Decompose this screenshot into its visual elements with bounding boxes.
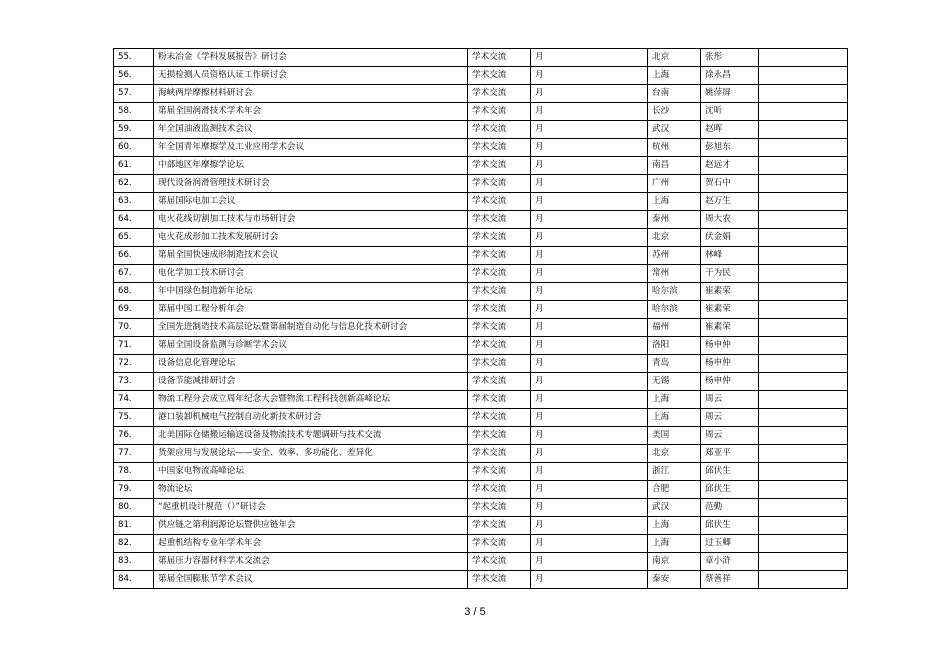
meeting-name-cell: 现代设备润滑管理技术研讨会 — [154, 175, 468, 193]
meeting-name-cell: 设备节能减排研讨会 — [154, 373, 468, 391]
table-row — [114, 373, 848, 391]
contact-cell: 邱伏生 — [701, 517, 759, 535]
notes-cell — [759, 85, 848, 103]
month-cell: 月 — [531, 517, 648, 535]
notes-cell — [759, 229, 848, 247]
location-cell: 武汉 — [648, 121, 701, 139]
contact-cell: 张彤 — [701, 49, 759, 67]
category-cell: 学术交流 — [468, 67, 531, 85]
table-row — [114, 499, 848, 517]
month-cell: 月 — [531, 553, 648, 571]
meeting-name-cell: 电火花成形加工技术发展研讨会 — [154, 229, 468, 247]
location-cell: 北京 — [648, 49, 701, 67]
category-cell: 学术交流 — [468, 49, 531, 67]
month-cell: 月 — [531, 409, 648, 427]
meeting-name-cell: 年全国青年摩擦学及工业应用学术会议 — [154, 139, 468, 157]
category-cell: 学术交流 — [468, 103, 531, 121]
location-cell: 洛阳 — [648, 337, 701, 355]
notes-cell — [759, 301, 848, 319]
notes-cell — [759, 337, 848, 355]
location-cell: 泰州 — [648, 211, 701, 229]
notes-cell — [759, 193, 848, 211]
contact-cell: 章小浒 — [701, 553, 759, 571]
month-cell: 月 — [531, 49, 648, 67]
category-cell: 学术交流 — [468, 355, 531, 373]
contact-cell: 周云 — [701, 427, 759, 445]
meeting-name-cell: 起重机结构专业年学术年会 — [154, 535, 468, 553]
table-row — [114, 409, 848, 427]
meeting-name-cell: 物流工程分会成立周年纪念大会暨物流工程科技创新高峰论坛 — [154, 391, 468, 409]
category-cell: 学术交流 — [468, 481, 531, 499]
row-number-cell: 58. — [114, 103, 154, 121]
notes-cell — [759, 121, 848, 139]
table-row — [114, 211, 848, 229]
notes-cell — [759, 499, 848, 517]
meeting-name-cell: “起重机设计规范（）”研讨会 — [154, 499, 468, 517]
row-number-cell: 76. — [114, 427, 154, 445]
contact-cell: 赵万生 — [701, 193, 759, 211]
table-row — [114, 553, 848, 571]
notes-cell — [759, 211, 848, 229]
row-number-cell: 61. — [114, 157, 154, 175]
contact-cell: 崔素荣 — [701, 283, 759, 301]
category-cell: 学术交流 — [468, 139, 531, 157]
notes-cell — [759, 139, 848, 157]
location-cell: 广州 — [648, 175, 701, 193]
meeting-name-cell: 供应链之第利润源论坛暨供应链年会 — [154, 517, 468, 535]
table-row — [114, 481, 848, 499]
month-cell: 月 — [531, 481, 648, 499]
notes-cell — [759, 283, 848, 301]
contact-cell: 徐永昌 — [701, 67, 759, 85]
month-cell: 月 — [531, 535, 648, 553]
location-cell: 武汉 — [648, 499, 701, 517]
notes-cell — [759, 265, 848, 283]
table-row — [114, 463, 848, 481]
notes-cell — [759, 553, 848, 571]
month-cell: 月 — [531, 229, 648, 247]
month-cell: 月 — [531, 247, 648, 265]
row-number-cell: 71. — [114, 337, 154, 355]
table-row — [114, 139, 848, 157]
location-cell: 上海 — [648, 409, 701, 427]
contact-cell: 彭旭东 — [701, 139, 759, 157]
category-cell: 学术交流 — [468, 319, 531, 337]
row-number-cell: 63. — [114, 193, 154, 211]
table-row — [114, 265, 848, 283]
table-body — [114, 49, 848, 589]
table-row — [114, 571, 848, 589]
meeting-name-cell: 货架应用与发展论坛——安全、效率、多功能化、差异化 — [154, 445, 468, 463]
row-number-cell: 60. — [114, 139, 154, 157]
month-cell: 月 — [531, 67, 648, 85]
row-number-cell: 75. — [114, 409, 154, 427]
location-cell: 上海 — [648, 67, 701, 85]
category-cell: 学术交流 — [468, 121, 531, 139]
location-cell: 无锡 — [648, 373, 701, 391]
notes-cell — [759, 157, 848, 175]
month-cell: 月 — [531, 85, 648, 103]
category-cell: 学术交流 — [468, 301, 531, 319]
month-cell: 月 — [531, 337, 648, 355]
page-number: 3 / 5 — [464, 606, 486, 618]
row-number-cell: 83. — [114, 553, 154, 571]
table-row — [114, 175, 848, 193]
location-cell: 泰安 — [648, 571, 701, 589]
table-row — [114, 121, 848, 139]
location-cell: 上海 — [648, 535, 701, 553]
location-cell: 南京 — [648, 553, 701, 571]
contact-cell: 过玉卿 — [701, 535, 759, 553]
meeting-name-cell: 中国家电物流高峰论坛 — [154, 463, 468, 481]
location-cell: 台南 — [648, 85, 701, 103]
row-number-cell: 80. — [114, 499, 154, 517]
contact-cell: 范勤 — [701, 499, 759, 517]
location-cell: 上海 — [648, 391, 701, 409]
row-number-cell: 68. — [114, 283, 154, 301]
contact-cell: 干为民 — [701, 265, 759, 283]
notes-cell — [759, 175, 848, 193]
table-row — [114, 301, 848, 319]
row-number-cell: 66. — [114, 247, 154, 265]
location-cell: 合肥 — [648, 481, 701, 499]
meeting-name-cell: 无损检测人员资格认证工作研讨会 — [154, 67, 468, 85]
category-cell: 学术交流 — [468, 373, 531, 391]
table-row — [114, 283, 848, 301]
month-cell: 月 — [531, 301, 648, 319]
notes-cell — [759, 247, 848, 265]
location-cell: 哈尔滨 — [648, 283, 701, 301]
notes-cell — [759, 445, 848, 463]
category-cell: 学术交流 — [468, 571, 531, 589]
location-cell: 北京 — [648, 229, 701, 247]
notes-cell — [759, 355, 848, 373]
notes-cell — [759, 535, 848, 553]
contact-cell: 杨申仲 — [701, 337, 759, 355]
meeting-name-cell: 粉末冶金《学科发展报告》研讨会 — [154, 49, 468, 67]
location-cell: 青岛 — [648, 355, 701, 373]
month-cell: 月 — [531, 373, 648, 391]
notes-cell — [759, 49, 848, 67]
contact-cell: 周云 — [701, 391, 759, 409]
category-cell: 学术交流 — [468, 391, 531, 409]
location-cell: 福州 — [648, 319, 701, 337]
notes-cell — [759, 463, 848, 481]
month-cell: 月 — [531, 355, 648, 373]
category-cell: 学术交流 — [468, 247, 531, 265]
row-number-cell: 64. — [114, 211, 154, 229]
location-cell: 上海 — [648, 517, 701, 535]
category-cell: 学术交流 — [468, 193, 531, 211]
contact-cell: 姚萍屏 — [701, 85, 759, 103]
row-number-cell: 65. — [114, 229, 154, 247]
category-cell: 学术交流 — [468, 229, 531, 247]
row-number-cell: 62. — [114, 175, 154, 193]
contact-cell: 赵晖 — [701, 121, 759, 139]
table-row — [114, 319, 848, 337]
meeting-name-cell: 第届国际电加工会议 — [154, 193, 468, 211]
category-cell: 学术交流 — [468, 175, 531, 193]
row-number-cell: 72. — [114, 355, 154, 373]
location-cell: 美国 — [648, 427, 701, 445]
meeting-name-cell: 海峡两岸摩擦材料研讨会 — [154, 85, 468, 103]
month-cell: 月 — [531, 571, 648, 589]
category-cell: 学术交流 — [468, 445, 531, 463]
location-cell: 浙江 — [648, 463, 701, 481]
month-cell: 月 — [531, 139, 648, 157]
table-row — [114, 103, 848, 121]
table-row — [114, 517, 848, 535]
month-cell: 月 — [531, 283, 648, 301]
row-number-cell: 56. — [114, 67, 154, 85]
table-row — [114, 67, 848, 85]
row-number-cell: 74. — [114, 391, 154, 409]
meeting-name-cell: 第届全国设备监测与诊断学术会议 — [154, 337, 468, 355]
meeting-name-cell: 年中国绿色制造新年论坛 — [154, 283, 468, 301]
meeting-name-cell: 电化学加工技术研讨会 — [154, 265, 468, 283]
table-row — [114, 157, 848, 175]
contact-cell: 邱伏生 — [701, 463, 759, 481]
row-number-cell: 82. — [114, 535, 154, 553]
month-cell: 月 — [531, 445, 648, 463]
meeting-name-cell: 第届全国润滑技术学术年会 — [154, 103, 468, 121]
category-cell: 学术交流 — [468, 499, 531, 517]
row-number-cell: 81. — [114, 517, 154, 535]
notes-cell — [759, 67, 848, 85]
table-row — [114, 427, 848, 445]
category-cell: 学术交流 — [468, 85, 531, 103]
meeting-name-cell: 第届全国快速成形制造技术会议 — [154, 247, 468, 265]
location-cell: 常州 — [648, 265, 701, 283]
meeting-name-cell: 物流论坛 — [154, 481, 468, 499]
contact-cell: 沈昕 — [701, 103, 759, 121]
contact-cell: 林峰 — [701, 247, 759, 265]
row-number-cell: 57. — [114, 85, 154, 103]
contact-cell: 邱伏生 — [701, 481, 759, 499]
row-number-cell: 70. — [114, 319, 154, 337]
table-row — [114, 193, 848, 211]
row-number-cell: 79. — [114, 481, 154, 499]
meeting-name-cell: 全国先进制造技术高层论坛暨第届制造自动化与信息化技术研讨会 — [154, 319, 468, 337]
notes-cell — [759, 319, 848, 337]
month-cell: 月 — [531, 121, 648, 139]
category-cell: 学术交流 — [468, 535, 531, 553]
notes-cell — [759, 373, 848, 391]
category-cell: 学术交流 — [468, 265, 531, 283]
category-cell: 学术交流 — [468, 157, 531, 175]
contact-cell: 崔素荣 — [701, 319, 759, 337]
month-cell: 月 — [531, 427, 648, 445]
contact-cell: 蔡善祥 — [701, 571, 759, 589]
document-table — [113, 48, 848, 589]
table-row — [114, 391, 848, 409]
table-row — [114, 229, 848, 247]
row-number-cell: 77. — [114, 445, 154, 463]
month-cell: 月 — [531, 103, 648, 121]
meeting-name-cell: 港口装卸机械电气控制自动化新技术研讨会 — [154, 409, 468, 427]
contact-cell: 周大农 — [701, 211, 759, 229]
contact-cell: 周云 — [701, 409, 759, 427]
month-cell: 月 — [531, 157, 648, 175]
meeting-name-cell: 第届中国工程分析年会 — [154, 301, 468, 319]
contact-cell: 伏金娟 — [701, 229, 759, 247]
month-cell: 月 — [531, 193, 648, 211]
meeting-name-cell: 北美国际仓储搬运输送设备及物流技术专题调研与技术交流 — [154, 427, 468, 445]
row-number-cell: 78. — [114, 463, 154, 481]
category-cell: 学术交流 — [468, 337, 531, 355]
row-number-cell: 67. — [114, 265, 154, 283]
location-cell: 苏州 — [648, 247, 701, 265]
notes-cell — [759, 517, 848, 535]
row-number-cell: 73. — [114, 373, 154, 391]
table-row — [114, 49, 848, 67]
category-cell: 学术交流 — [468, 427, 531, 445]
month-cell: 月 — [531, 463, 648, 481]
contact-cell: 郑亚平 — [701, 445, 759, 463]
category-cell: 学术交流 — [468, 463, 531, 481]
row-number-cell: 69. — [114, 301, 154, 319]
category-cell: 学术交流 — [468, 409, 531, 427]
meeting-name-cell: 中部地区年摩擦学论坛 — [154, 157, 468, 175]
location-cell: 长沙 — [648, 103, 701, 121]
month-cell: 月 — [531, 391, 648, 409]
table-row — [114, 445, 848, 463]
month-cell: 月 — [531, 265, 648, 283]
notes-cell — [759, 571, 848, 589]
month-cell: 月 — [531, 499, 648, 517]
month-cell: 月 — [531, 319, 648, 337]
meeting-name-cell: 电火花线切割加工技术与市场研讨会 — [154, 211, 468, 229]
location-cell: 杭州 — [648, 139, 701, 157]
notes-cell — [759, 103, 848, 121]
notes-cell — [759, 409, 848, 427]
category-cell: 学术交流 — [468, 211, 531, 229]
table-row — [114, 85, 848, 103]
table-row — [114, 337, 848, 355]
meeting-name-cell: 第届压力容器材料学术交流会 — [154, 553, 468, 571]
location-cell: 哈尔滨 — [648, 301, 701, 319]
contact-cell: 崔素荣 — [701, 301, 759, 319]
category-cell: 学术交流 — [468, 517, 531, 535]
table-row — [114, 355, 848, 373]
meeting-name-cell: 第届全国膨胀节学术会议 — [154, 571, 468, 589]
location-cell: 南昌 — [648, 157, 701, 175]
contact-cell: 杨申仲 — [701, 355, 759, 373]
category-cell: 学术交流 — [468, 283, 531, 301]
contact-cell: 赵远才 — [701, 157, 759, 175]
notes-cell — [759, 481, 848, 499]
meeting-name-cell: 设备信息化管理论坛 — [154, 355, 468, 373]
month-cell: 月 — [531, 175, 648, 193]
table-row — [114, 535, 848, 553]
category-cell: 学术交流 — [468, 553, 531, 571]
location-cell: 北京 — [648, 445, 701, 463]
notes-cell — [759, 391, 848, 409]
contact-cell: 杨申仲 — [701, 373, 759, 391]
table-row — [114, 247, 848, 265]
location-cell: 上海 — [648, 193, 701, 211]
row-number-cell: 84. — [114, 571, 154, 589]
contact-cell: 贺石中 — [701, 175, 759, 193]
meeting-name-cell: 年全国油液监测技术会议 — [154, 121, 468, 139]
notes-cell — [759, 427, 848, 445]
row-number-cell: 55. — [114, 49, 154, 67]
month-cell: 月 — [531, 211, 648, 229]
row-number-cell: 59. — [114, 121, 154, 139]
